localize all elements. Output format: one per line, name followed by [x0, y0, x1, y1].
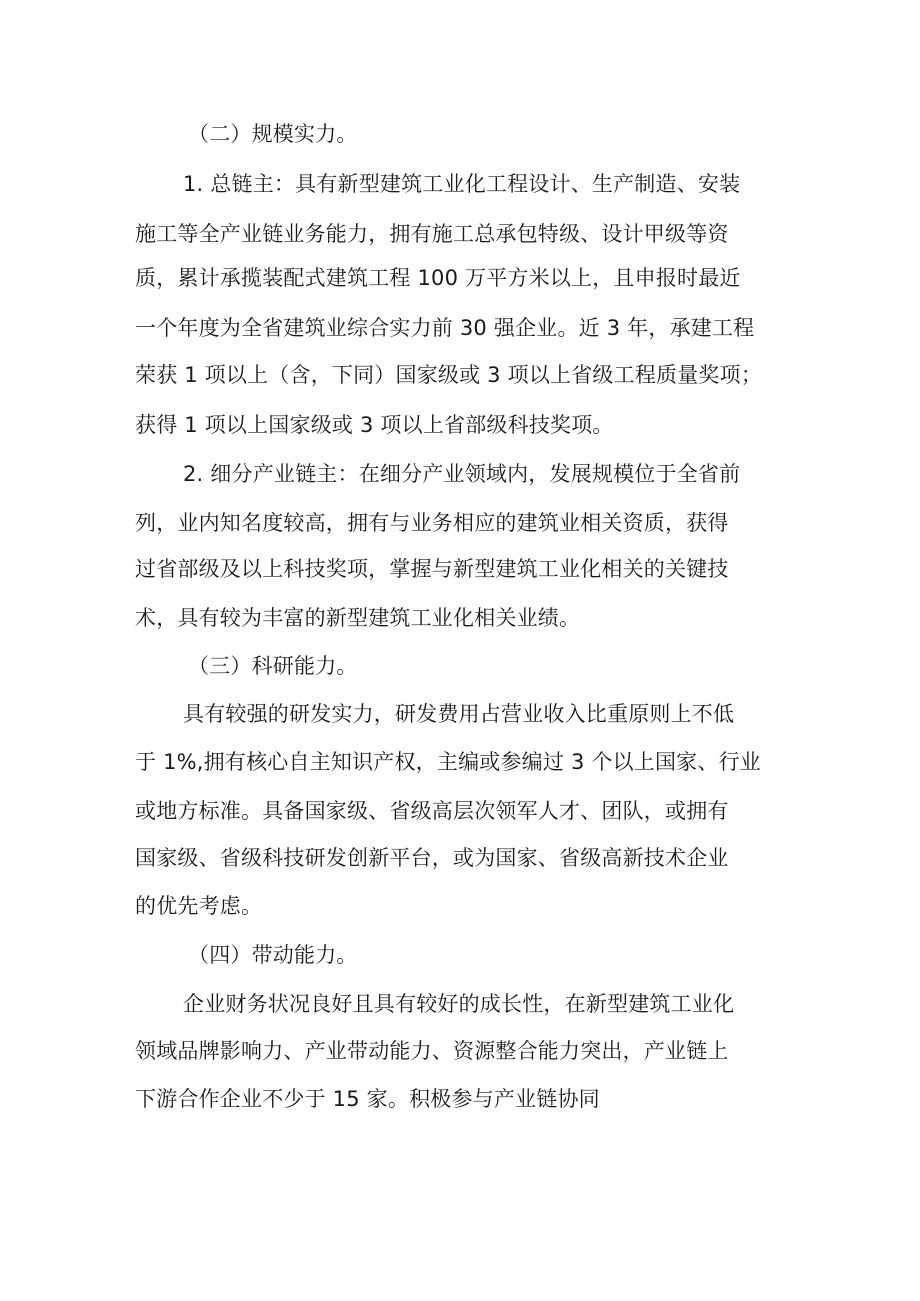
paragraph-line: 的优先考虑。 [135, 894, 263, 918]
section-heading-leadership: （四）带动能力。 [188, 943, 358, 967]
paragraph-line: 荣获 1 项以上（含，下同）国家级或 3 项以上省级工程质量奖项； [135, 363, 763, 387]
paragraph-line: 2. 细分产业链主：在细分产业领域内，发展规模位于全省前 [183, 462, 741, 486]
paragraph-line: 具有较强的研发实力，研发费用占营业收入比重原则上不低 [183, 702, 735, 726]
paragraph-line: 于 1%,拥有核心自主知识产权，主编或参编过 3 个以上国家、行业 [135, 750, 761, 774]
paragraph-line: 或地方标准。具备国家级、省级高层次领军人才、团队，或拥有 [135, 799, 729, 823]
paragraph-line: 一个年度为全省建筑业综合实力前 30 强企业。近 3 年，承建工程 [135, 316, 755, 340]
paragraph-line: 领域品牌影响力、产业带动能力、资源整合能力突出，产业链上 [135, 1039, 729, 1063]
paragraph-line: 下游合作企业不少于 15 家。积极参与产业链协同 [135, 1087, 600, 1111]
section-heading-research: （三）科研能力。 [188, 654, 358, 678]
paragraph-line: 过省部级及以上科技奖项，掌握与新型建筑工业化相关的关键技 [135, 557, 729, 581]
paragraph-line: 施工等全产业链业务能力，拥有施工总承包特级、设计甲级等资 [135, 222, 729, 246]
paragraph-line: 列，业内知名度较高，拥有与业务相应的建筑业相关资质，获得 [135, 511, 729, 535]
paragraph-line: 企业财务状况良好且具有较好的成长性，在新型建筑工业化 [183, 992, 735, 1016]
paragraph-line: 获得 1 项以上国家级或 3 项以上省部级科技奖项。 [135, 413, 614, 437]
paragraph-line: 术，具有较为丰富的新型建筑工业化相关业绩。 [135, 606, 581, 630]
paragraph-line: 质，累计承揽装配式建筑工程 100 万平方米以上，且申报时最近 [135, 266, 741, 290]
section-heading-scale: （二）规模实力。 [188, 122, 358, 146]
paragraph-line: 国家级、省级科技研发创新平台，或为国家、省级高新技术企业 [135, 846, 729, 870]
paragraph-line: 1. 总链主：具有新型建筑工业化工程设计、生产制造、安装 [183, 172, 741, 196]
